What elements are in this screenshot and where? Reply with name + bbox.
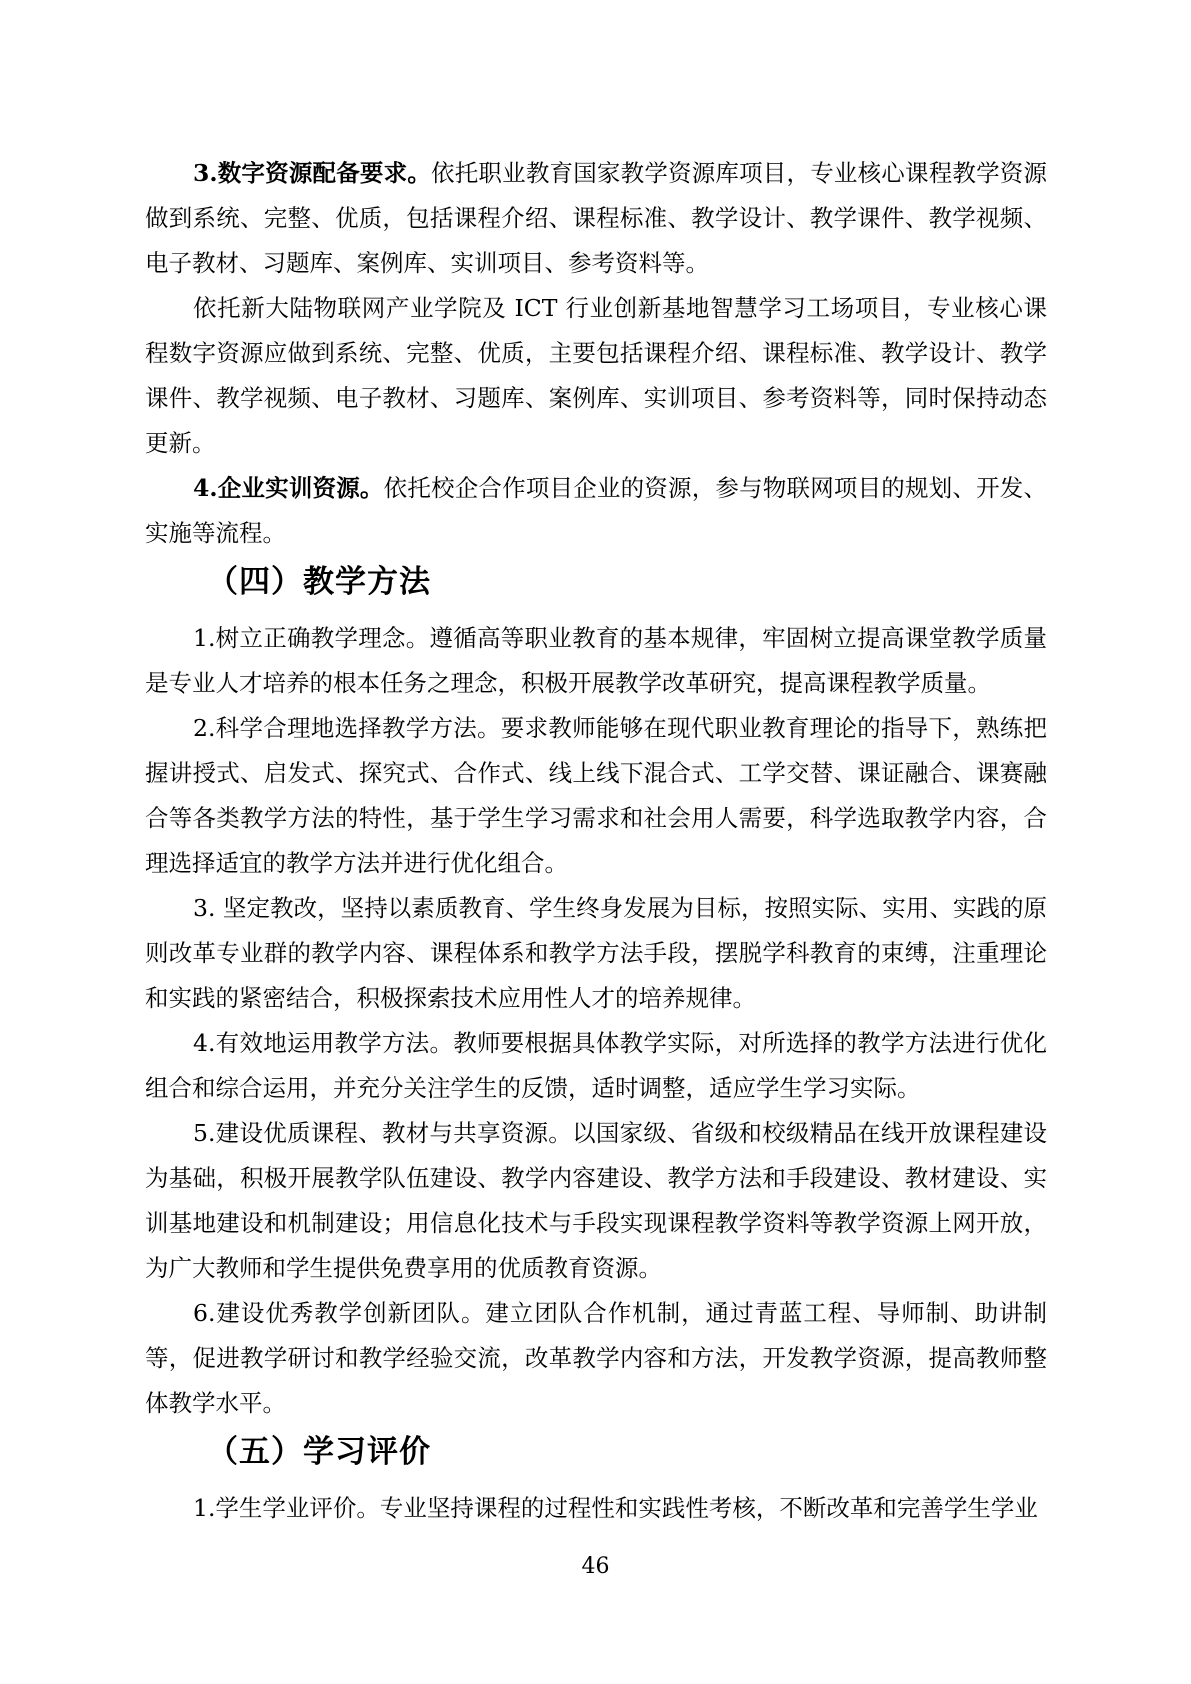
paragraph: 1.学生学业评价。专业坚持课程的过程性和实践性考核，不断改革和完善学生学业 [193,1494,1038,1522]
paragraph: 4.有效地运用教学方法。教师要根据具体教学实际，对所选择的教学方法进行优化组合和综合运用，并充分关注学生的反馈，适时调整，适应学生学习实际。 [145,1029,1047,1102]
page-number: 46 [581,1554,610,1579]
paragraph-lead: 3.数字资源配备要求。 [193,159,432,187]
paragraph [145,151,1047,286]
document-content [145,151,1047,1531]
paragraph-text: 依托职业教育国家教学资源库项目，专业核心课程教学资源做到系统、完整、优质，包括课程介绍、课程标准、教学设计、教学课件、教学视频、电子教材、习题库、案例库、实训项目、参考资料等。 [145,159,1047,277]
paragraph: 6.建设优秀教学创新团队。建立团队合作机制，通过青蓝工程、导师制、助讲制等，促进教学研讨和教学经验交流，改革教学内容和方法，开发教学资源，提高教师整体教学水平。 [145,1299,1047,1417]
paragraph: 1.树立正确教学理念。遵循高等职业教育的基本规律，牢固树立提高课堂教学质量是专业人才培养的根本任务之理念，积极开展教学改革研究，提高课程教学质量。 [145,624,1047,697]
paragraph-text: 依托校企合作项目企业的资源，参与物联网项目的规划、开发、实施等流程。 [145,474,1047,547]
section-heading: （五）学习评价 [207,1434,431,1470]
paragraph: 3. 坚定教改，坚持以素质教育、学生终身发展为目标，按照实际、实用、实践的原则改革专业群的教学内容、课程体系和教学方法手段，摆脱学科教育的束缚，注重理论和实践的紧密结合，积极探索技术应用性人才的培养规律。 [145,894,1047,1012]
paragraph-lead: 4.企业实训资源。 [193,474,384,502]
paragraph: 5.建设优质课程、教材与共享资源。以国家级、省级和校级精品在线开放课程建设为基础，积极开展教学队伍建设、教学内容建设、教学方法和手段建设、教材建设、实训基地建设和机制建设；用信息化技术与手段实现课程教学资料等教学资源上网开放，为广大教师和学生提供免费享用的优质教育资源。 [145,1119,1047,1282]
paragraph [145,466,1047,556]
section-heading: （四）教学方法 [207,564,431,600]
paragraph: 2.科学合理地选择教学方法。要求教师能够在现代职业教育理论的指导下，熟练把握讲授式、启发式、探究式、合作式、线上线下混合式、工学交替、课证融合、课赛融合等各类教学方法的特性，基于学生学习需求和社会用人需要，科学选取教学内容，合理选择适宜的教学方法并进行优化组合。 [145,714,1047,877]
paragraph: 依托新大陆物联网产业学院及 ICT 行业创新基地智慧学习工场项目，专业核心课程数字资源应做到系统、完整、优质，主要包括课程介绍、课程标准、教学设计、教学课件、教学视频、电子教材、习题库、案例库、实训项目、参考资料等，同时保持动态更新。 [145,294,1047,457]
